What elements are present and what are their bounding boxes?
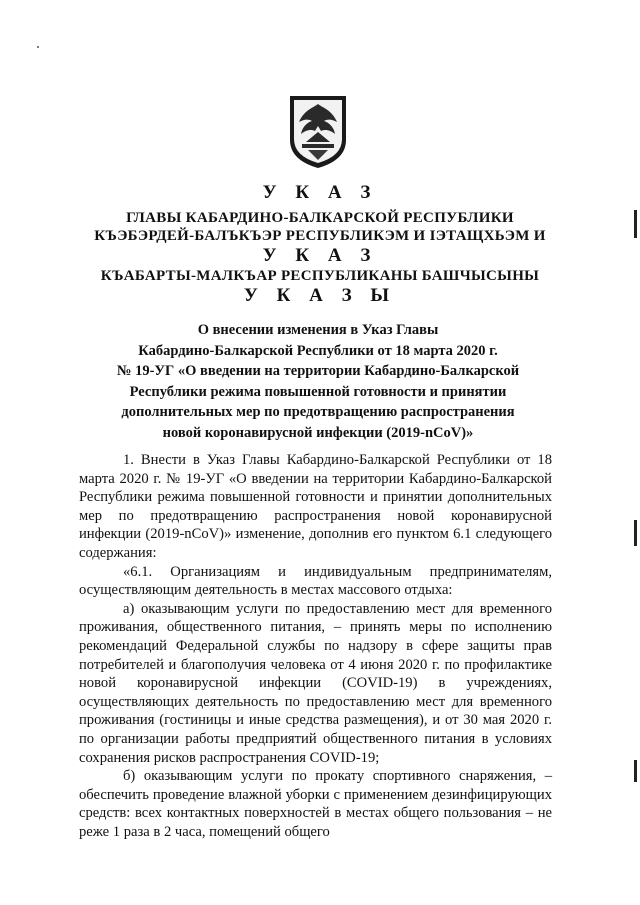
- decree-heading-balkar: У К А З Ы: [243, 285, 397, 306]
- body-paragraph: 1. Внести в Указ Главы Кабардино-Балкарской Республики от 18 марта 2020 г. № 19-УГ «О введении на территории Кабардино-Балкарской Республики режима повышенной готовности и принятии дополнительных мер по предотвращению распространения новой коронавирусной инфекции (2019-nCoV)» изменение, дополнив его пунктом 6.1 следующего содержания:: [79, 452, 552, 561]
- scan-edge-mark: [634, 210, 637, 238]
- decree-body: [79, 451, 552, 841]
- decree-heading-kabardian: У К А З: [262, 245, 378, 266]
- scan-speck: [37, 46, 39, 48]
- issuer-line-balkar: КЪАБАРТЫ-МАЛКЪАР РЕСПУБЛИКАНЫ БАШЧЫСЫНЫ: [100, 268, 540, 284]
- body-paragraph: б) оказывающим услуги по прокату спортивного снаряжения, – обеспечить проведение влажной уборки с применением дезинфицирующих средств: всех контактных поверхностей в местах общего пользования – не реже 1 раза в 2 часа, помещений общего: [79, 768, 552, 840]
- issuer-line-russian: ГЛАВЫ КАБАРДИНО-БАЛКАРСКОЙ РЕСПУБЛИКИ: [126, 210, 514, 226]
- body-paragraph: «6.1. Организациям и индивидуальным предпринимателям, осуществляющим деятельность в местах массового отдыха:: [79, 563, 552, 599]
- title-line: Республики режима повышенной готовности и принятии: [129, 383, 507, 400]
- body-paragraph: а) оказывающим услуги по предоставлению мест для временного проживания, общественного питания, – принять меры по исполнению рекомендаций Федеральной службы по надзору в сфере защиты прав потребителей и благополучия человека от 4 июня 2020 г. по профилактике новой коронавирусной инфекции (COVID-19) в учреждениях, осуществляющих деятельность по предоставлению мест для временного проживания (гостиницы и иные средства размещения), и от 30 мая 2020 г. по организации работы предприятий общественного питания в условиях сохранения рисков распространения COVID-19;: [79, 600, 552, 766]
- decree-title: [80, 320, 556, 443]
- scan-edge-mark: [634, 760, 637, 782]
- title-line: дополнительных мер по предотвращению распространения: [121, 404, 515, 420]
- title-line: № 19-УГ «О введении на территории Кабардино-Балкарской: [116, 363, 520, 379]
- title-line: новой коронавирусной инфекции (2019-nCoV)»: [162, 424, 474, 441]
- decree-heading-russian: У К А З: [262, 182, 378, 203]
- issuer-line-kabardian: КЪЭБЭРДЕЙ-БАЛЪКЪЭР РЕСПУБЛИКЭМ И IЭТАЩХЬЭМ И: [94, 228, 546, 244]
- coat-of-arms-emblem: [286, 92, 350, 170]
- title-line: Кабардино-Балкарской Республики от 18 марта 2020 г.: [138, 342, 498, 359]
- title-line: О внесении изменения в Указ Главы: [197, 322, 439, 338]
- scan-edge-mark: [634, 520, 637, 546]
